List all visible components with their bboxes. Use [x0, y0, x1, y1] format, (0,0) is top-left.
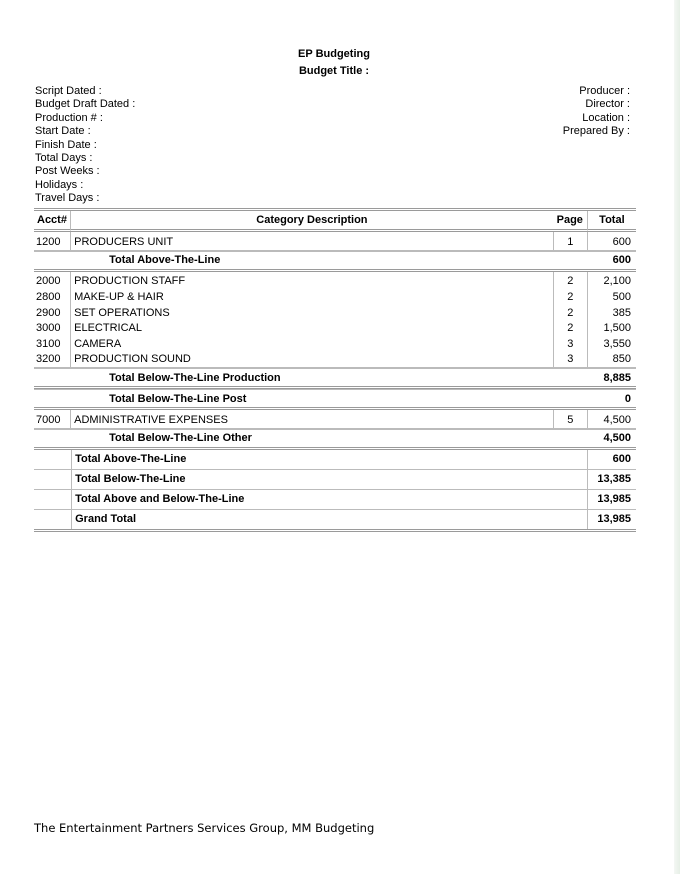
prepared-by-label: Prepared By :: [562, 125, 630, 138]
page-cell: 2: [553, 289, 588, 305]
subtotal-value: 600: [588, 251, 636, 272]
page-cell: 3: [553, 336, 588, 352]
subtotal-label: Total Above-The-Line: [71, 251, 588, 272]
page-edge: [674, 0, 680, 874]
page-cell: 2: [553, 320, 588, 336]
description-cell: PRODUCERS UNIT: [71, 232, 553, 251]
budget-draft-dated-label: Budget Draft Dated :: [35, 98, 136, 111]
subtotal-row: [34, 429, 636, 450]
subtotal-value: 0: [588, 389, 636, 410]
description-cell: ADMINISTRATIVE EXPENSES: [71, 410, 553, 429]
summary-label: Total Above and Below-The-Line: [71, 490, 588, 510]
description-cell: PRODUCTION STAFF: [74, 275, 186, 288]
meta-right: [563, 85, 630, 139]
summary-label: Total Below-The-Line: [71, 470, 588, 490]
subtotal-row: [34, 251, 636, 272]
description-cell: PRODUCTION SOUND: [71, 352, 553, 369]
subtotal-value: 4,500: [588, 429, 636, 450]
column-header-description: Category Description: [71, 211, 553, 232]
grand-total-label: Grand Total: [71, 510, 588, 529]
page-cell: 2: [553, 305, 588, 321]
summary-row: [34, 490, 636, 510]
summary-value: 13,385: [588, 470, 636, 490]
grand-total-value: 13,985: [597, 513, 631, 526]
summary-label: Total Above-The-Line: [71, 450, 588, 470]
total-cell: 500: [612, 290, 631, 303]
acct-cell: 2900: [34, 305, 71, 321]
finish-date-label: Finish Date :: [35, 138, 97, 151]
description-cell: ELECTRICAL: [74, 322, 142, 335]
acct-cell: 3100: [34, 336, 71, 352]
total-cell: 850: [588, 352, 636, 369]
total-cell: 3,550: [603, 337, 631, 350]
summary-value: 13,985: [588, 490, 636, 510]
subtotal-row: [34, 368, 636, 389]
table-row: [34, 320, 636, 336]
subtotal-row: [34, 389, 636, 410]
subtotal-label: Total Below-The-Line Post: [71, 389, 588, 410]
start-date-label: Start Date :: [35, 125, 91, 138]
producer-label: Producer :: [579, 85, 630, 97]
subtotal-value: 8,885: [588, 368, 636, 389]
acct-cell: 1200: [34, 232, 71, 251]
budget-table: [34, 208, 636, 532]
table-row: [34, 272, 636, 290]
acct-cell: 2800: [34, 289, 71, 305]
summary-value: 600: [588, 450, 636, 470]
meta-left: [35, 85, 135, 206]
page-cell: 5: [553, 410, 588, 429]
total-cell: 385: [612, 306, 631, 319]
page-cell: 2: [553, 272, 588, 290]
page-cell: 1: [553, 232, 588, 251]
production-number-label: Production # :: [35, 111, 103, 124]
director-label: Director :: [585, 98, 630, 111]
budget-title-label: Budget Title :: [298, 65, 370, 77]
summary-row: [34, 510, 636, 529]
description-cell: SET OPERATIONS: [74, 306, 170, 319]
summary-row: [34, 450, 636, 470]
acct-cell: 2000: [34, 272, 71, 290]
description-cell: CAMERA: [74, 337, 122, 350]
post-weeks-label: Post Weeks :: [35, 165, 100, 178]
column-header-acct: Acct#: [34, 211, 71, 232]
report-title: EP Budgeting: [298, 48, 370, 60]
total-days-label: Total Days :: [35, 152, 93, 165]
acct-cell: 3200: [34, 352, 71, 369]
total-cell: 1,500: [603, 322, 631, 335]
total-cell: 600: [588, 232, 636, 251]
table-row: [34, 305, 636, 321]
acct-cell: 3000: [34, 320, 71, 336]
acct-cell: 7000: [34, 410, 71, 429]
summary-row: [34, 470, 636, 490]
script-dated-label: Script Dated :: [35, 85, 102, 97]
table-row: [34, 232, 636, 251]
column-header-total: Total: [588, 211, 636, 232]
travel-days-label: Travel Days :: [35, 192, 100, 205]
table-row: [34, 336, 636, 352]
subtotal-label: Total Below-The-Line Production: [71, 368, 588, 389]
total-cell: 4,500: [588, 410, 636, 429]
column-header-page: Page: [553, 211, 588, 232]
table-row: [34, 289, 636, 305]
holidays-label: Holidays :: [35, 178, 84, 191]
description-cell: MAKE-UP & HAIR: [74, 290, 164, 303]
table-row: [34, 352, 636, 369]
total-cell: 2,100: [603, 275, 631, 288]
subtotal-label: Total Below-The-Line Other: [71, 429, 588, 450]
table-row: [34, 410, 636, 429]
page-cell: 3: [553, 352, 588, 369]
footer-text: The Entertainment Partners Services Group, MM Budgeting: [34, 821, 375, 835]
location-label: Location :: [582, 111, 630, 124]
